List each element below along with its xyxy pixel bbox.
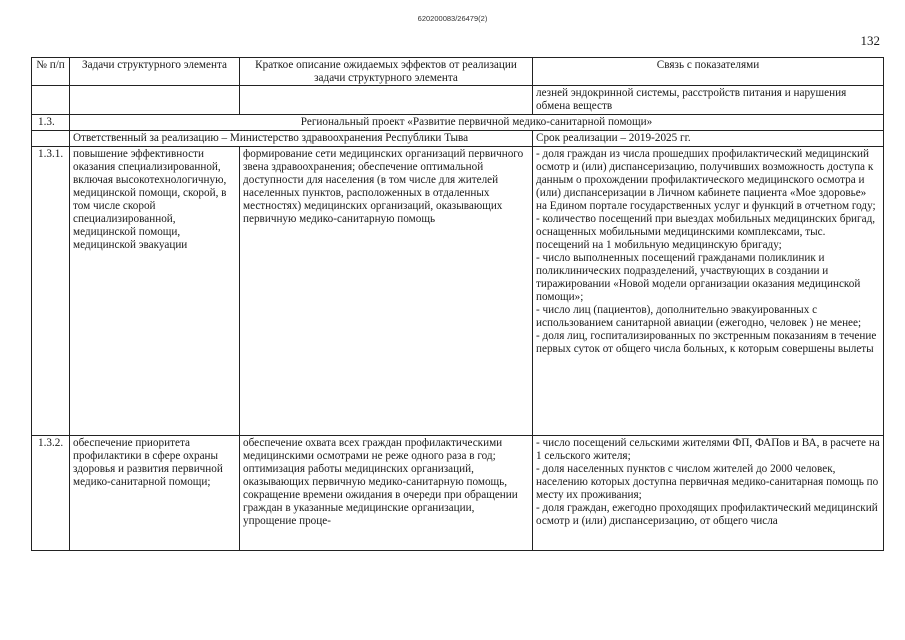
row-effect: обеспечение охвата всех граждан профилактическими медицинскими осмотрами не реже одного раза в год; оптимизация работы медицинских организаций, оказывающих первичную медико-санитарную помощь, сокращение времени ожидания в очереди при обращении граждан в указанные медицинские организации, упрощение проце- [240,436,533,551]
page-number: 132 [860,33,880,48]
row-number: 1.3.1. [32,147,70,436]
document-code: 620200083/26479(2) [417,14,488,23]
responsible-empty-num [32,131,70,147]
table-row [32,436,884,551]
indicator-item: - число посещений сельскими жителями ФП, ФАПов и ВА, в расчете на 1 сельского жителя; [536,437,880,462]
continuation-empty-num [32,86,70,115]
indicator-item: - доля граждан, ежегодно проходящих профилактический медицинский осмотр и (или) диспансеризацию, от общего числа [536,502,878,527]
indicator-item: - число выполненных посещений гражданами поликлиник и поликлинических подразделений, участвующих в создании и тиражировании «Новой модели организации оказания медицинской помощи»; [536,252,861,303]
row-indicators [533,436,884,551]
header-tasks: Задачи структурного элемента [70,58,240,86]
continuation-text: лезней эндокринной системы, расстройств питания и нарушения обмена веществ [533,86,884,115]
row-task: обеспечение приоритета профилактики в сфере охраны здоровья и развития первичной медико-санитарной помощи; [70,436,240,551]
row-effect: формирование сети медицинских организаций первичного звена здравоохранения; обеспечение оптимальной доступности для населения (в том числе для жителей населенных пунктов, расположенных в отдаленных местностях) медицинских организаций, оказывающих первичную медико-санитарную помощь [240,147,533,436]
continuation-empty-task [70,86,240,115]
measures-table [31,57,884,551]
responsible-row [32,131,884,147]
section-title: Региональный проект «Развитие первичной медико-санитарной помощи» [70,115,884,131]
table-header-row [32,58,884,86]
header-num: № п/п [32,58,70,86]
row-indicators [533,147,884,436]
table-row [32,147,884,436]
continuation-empty-effect [240,86,533,115]
indicator-item: - количество посещений при выездах мобильных медицинских бригад, оснащенных мобильными медицинскими комплексами, тыс. посещений на 1 мобильную медицинскую бригаду; [536,213,876,251]
row-task: повышение эффективности оказания специализированной, включая высокотехнологичную, медицинской помощи, скорой, в том числе скорой специализированной, медицинской помощи, медицинской эвакуации [70,147,240,436]
header-indicators: Связь с показателями [533,58,884,86]
continuation-row [32,86,884,115]
row-number: 1.3.2. [32,436,70,551]
section-number: 1.3. [32,115,70,131]
responsible-text: Ответственный за реализацию – Министерство здравоохранения Республики Тыва [70,131,533,147]
header-effects: Краткое описание ожидаемых эффектов от реализации задачи структурного элемента [240,58,533,86]
indicator-item: - доля лиц, госпитализированных по экстренным показаниям в течение первых суток от общего числа больных, к которым совершены вылеты [536,330,877,355]
indicator-item: - доля населенных пунктов с числом жителей до 2000 человек, населению которых доступна первичная медико-санитарная помощь по месту их проживания; [536,463,879,501]
term-text: Срок реализации – 2019-2025 гг. [533,131,884,147]
indicator-item: - число лиц (пациентов), дополнительно эвакуированных с использованием санитарной авиации (ежегодно, человек ) не менее; [536,304,862,329]
indicator-item: - доля граждан из числа прошедших профилактический медицинский осмотр и (или) диспансеризацию, получивших возможность доступа к данным о прохождении профилактического медицинского осмотра и (или) диспансеризации в Личном кабинете пациента «Мое здоровье» на Едином портале государственных услуг и функций в отчетном году; [536,148,876,212]
section-row [32,115,884,131]
